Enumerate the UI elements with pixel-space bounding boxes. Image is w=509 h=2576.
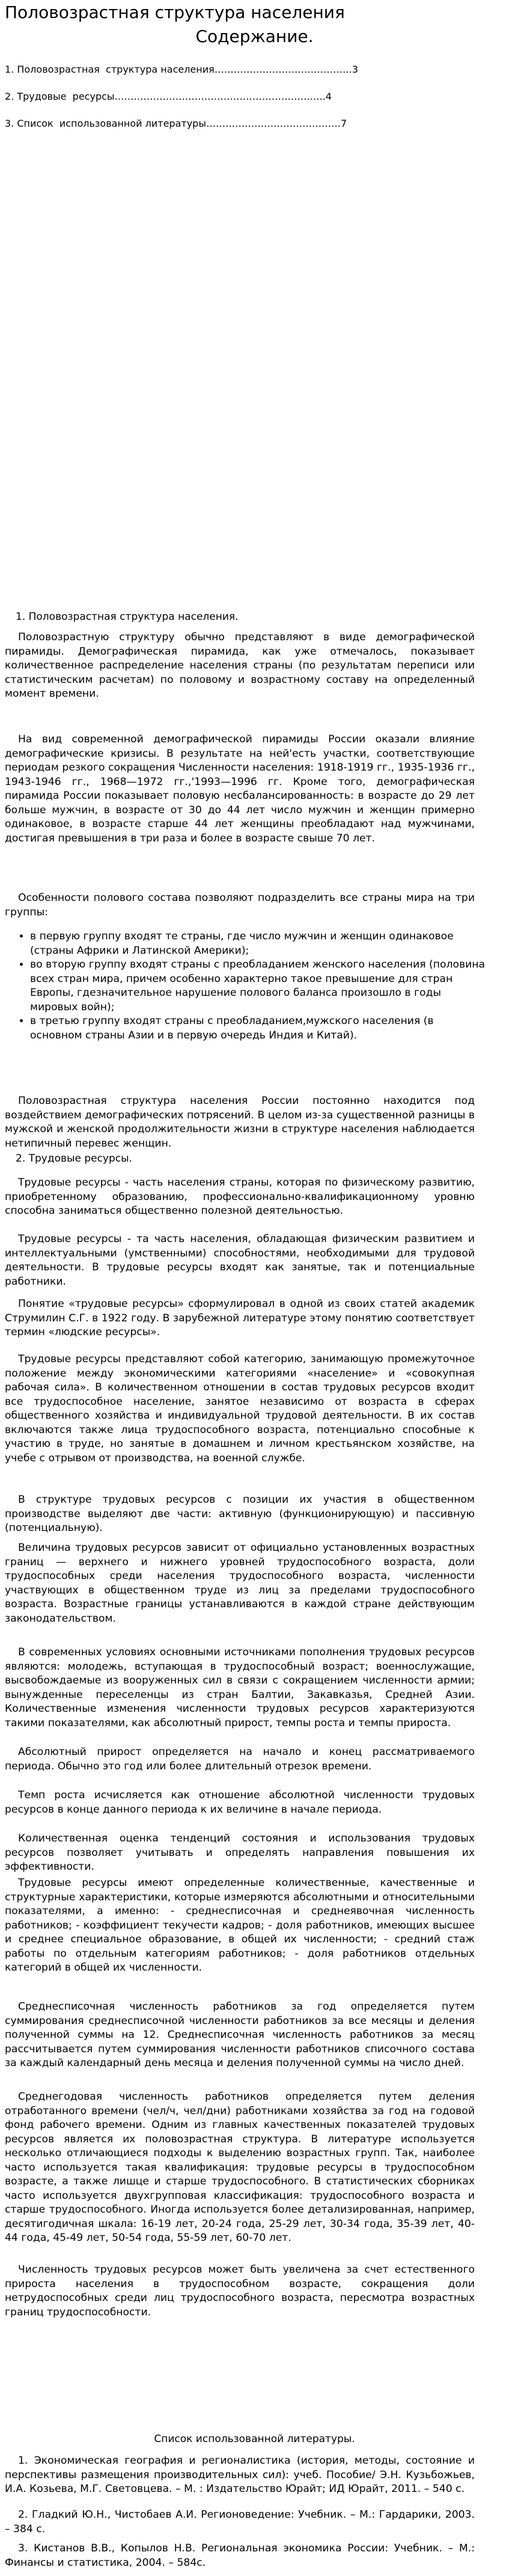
list-item: • во вторую группу входят страны с преобладанием женского населения (половина всех стран мира, причем особенно характерно такое превышение для стран Европы, гдезначительное нарушение полового баланса произошло в годы мировых войн); (30, 958, 487, 1014)
paragraph: Половозрастную структуру обычно представляют в виде демографической пирамиды. Демографическая пирамида, как уже отмечалось, показывает количественное распределение населения страны (по результатам переписи или статистическим расчетам) по половому и возрастному составу на определенный момент времени. (5, 631, 475, 700)
paragraph: Среднесписочная численность работников за год определяется путем суммирования среднесписочной численности работников за все месяцы и деления полученной суммы на 12. Среднесписочная численность работников за месяц рассчитывается путем суммирования численности работников списочного состава за каждый календарный день месяца и деления полученной суммы на число дней. (5, 2001, 475, 2069)
paragraph: Трудовые ресурсы имеют определенные количественные, качественные и структурные характеристики, которые измеряются абсолютными и относительными показателями, а именно: - среднесписочная и среднеявочная численность работников; - коэффициент текучести кадров; - доля работников, имеющих высшее и среднее специальное образование, в общей их численности; - средний стаж работы по отдельным категориям работников; - доля работников отдельных категорий в общей их численности. (5, 1877, 475, 1974)
toc-item: 3. Список использованной литературы……………………………………7 (5, 118, 347, 129)
paragraph: В современных условиях основными источниками пополнения трудовых ресурсов являются: молодежь, вступающая в трудоспособный возраст; военнослужащие, высвобождаемые из вооруженных сил в связи с сокращением численности армии; вынужденные переселенцы из стран Балтии, Закавказья, Средней Азии. Количественные изменения численности трудовых ресурсов характеризуются такими показателями, как абсолютный прирост, темпы роста и темпы прироста. (5, 1646, 475, 1729)
bullet-list (17, 930, 487, 1043)
paragraph: Трудовые ресурсы - часть населения страны, которая по физическому развитию, приобретенному образованию, профессионально-квалификационному уровню способна заниматься общественно полезной деятельностью. (5, 1177, 475, 1217)
list-item: • в первую группу входят те страны, где число мужчин и женщин одинаковое (страны Африки и Латинской Америки); (30, 930, 487, 958)
section-heading: 1. Половозрастная структура населения. (16, 611, 239, 623)
section-heading: 2. Трудовые ресурсы. (16, 1153, 132, 1165)
reference-item: 3. Кистанов В.В., Копылов Н.В. Региональная экономика России: Учебник. – М.: Финансы и статистика, 2004. – 584с. (5, 2542, 475, 2569)
paragraph: Количественная оценка тенденций состояния и использования трудовых ресурсов позволяет учитывать и определять направления повышения их эффективности. (5, 1832, 475, 1873)
paragraph: Трудовые ресурсы представляют собой категорию, занимающую промежуточное положение между экономическими категориями «население» и «совокупная рабочая сила». В количественном отношении в состав трудовых ресурсов входит все трудоспособное население, занятое независимо от возраста в сферах общественного хозяйства и индивидуальной трудовой деятельности. В их состав включаются также лица трудоспособного возраста, потенциально способные к участию в труде, но занятые в домашнем и личном крестьянском хозяйстве, на учебе с отрывом от производства, на военной службе. (5, 1353, 475, 1464)
paragraph: На вид современной демографической пирамиды России оказали влияние демографические кризисы. В результате на ней'есть участки, соответствующие периодам резкого сокращения Численности населения: 1918-1919 гг., 1935-1936 гг., 1943-1946 гг., 1968—1972 гг.,'1993—1996 гг. Кроме того, демографическая пирамида России показывает половую несбалансированность: в возрасте до 29 лет больше мужчин, в возрасте от 30 до 44 лет число мужчин и женщин примерно одинаковое, в возрасте старше 44 лет женщины преобладают над мужчинами, достигая превышения в три раза и более в возрасте свыше 70 лет. (5, 733, 475, 844)
references-heading: Список использованной литературы. (154, 2433, 355, 2445)
paragraph: Половозрастная структура населения России постоянно находится под воздействием демографических потрясений. В целом из-за существенной разницы в мужской и женской продолжительности жизни в структуре населения наблюдается нетипичный перевес женщин. (5, 1095, 475, 1150)
toc-item: 2. Трудовые ресурсы…………………………………………………….…..4 (5, 91, 332, 102)
paragraph: Численность трудовых ресурсов может быть увеличена за счет естественного прироста населения в трудоспособном возрасте, сокращения доли нетрудоспособных среди лиц трудоспособного возраста, пересмотра возрастных границ трудоспособности. (5, 2264, 475, 2318)
toc-item: 1. Половозрастная структура населения…………………………………….3 (5, 64, 359, 75)
paragraph: Среднегодовая численность работников определяется путем деления отработанного времени (чел/ч, чел/дни) работниками хозяйства за год на годовой фонд рабочего времени. Одним из главных качественных показателей трудовых ресурсов является их половозрастная структура. В литературе используется несколько отличающиеся подходы к выделению возрастных групп. Так, наиболее часто используется такая квалификация: трудовые ресурсы в трудоспособном возрасте, а также лишце и старше трудоспособного. В статистических сборниках часто используется двухгрупповая классификация: трудоспособного возраста и старше трудоспособного. Иногда используется более детализированная, например, десятигодичная шкала: 16-19 лет, 20-24 года, 25-29 лет, 30-34 года, 35-39 лет, 40-44 года, 45-49 лет, 50-54 года, 55-59 лет, 60-70 лет. (5, 2091, 475, 2244)
paragraph: Особенности полового состава позволяют подразделить все страны мира на три группы: (5, 892, 475, 918)
reference-item: 1. Экономическая география и регионалистика (история, методы, состояние и перспективы размещения производительных сил): учеб. Пособие/ Э.Н. Кузьбожьев, И.А. Козьева, М.Г. Световцева. – М. : Издательство Юрайт; ИД Юрайт, 2011. – 540 с. (5, 2455, 475, 2495)
paragraph: Абсолютный прирост определяется на начало и конец рассматриваемого периода. Обычно это год или более длительный отрезок времени. (5, 1746, 475, 1772)
list-item: • в третью группу входят страны с преобладанием,мужского населения (в основном страны Азии и в первую очередь Индия и Китай). (30, 1014, 487, 1043)
paragraph: Понятие «трудовые ресурсы» сформулировал в одной из своих статей академик Струмилин С.Г. в 1922 году. В зарубежной литературе этому понятию соответствует термин «людские ресурсы». (5, 1298, 475, 1338)
paragraph: В структуре трудовых ресурсов с позиции их участия в общественном производстве выделяют две части: активную (функционирующую) и пассивную (потенциальную). (5, 1494, 475, 1534)
paragraph: Величина трудовых ресурсов зависит от официально установленных возрастных границ — верхнего и нижнего уровней трудоспособного возраста, доли трудоспособных среди населения трудоспособного возраста, численности участвующих в общественном труде из лиц за пределами трудоспособного возраста. Возрастные границы устанавливаются в каждой стране действующим законодательством. (5, 1542, 475, 1625)
paragraph: Темп роста исчисляется как отношение абсолютной численности трудовых ресурсов в конце данного периода к их величине в начале периода. (5, 1789, 475, 1816)
toc-heading: Содержание. (195, 26, 314, 46)
reference-item: 2. Гладкий Ю.Н., Чистобаев А.И. Регионоведение: Учебник. – М.: Гардарики, 2003. – 384 с. (5, 2509, 475, 2535)
paragraph: Трудовые ресурсы - та часть населения, обладающая физическим развитием и интеллектуальными (умственными) способностями, необходимыми для трудовой деятельности. В трудовые ресурсы входят как занятые, так и потенциальные работники. (5, 1233, 475, 1288)
document-title: Половозрастная структура населения (5, 2, 345, 22)
